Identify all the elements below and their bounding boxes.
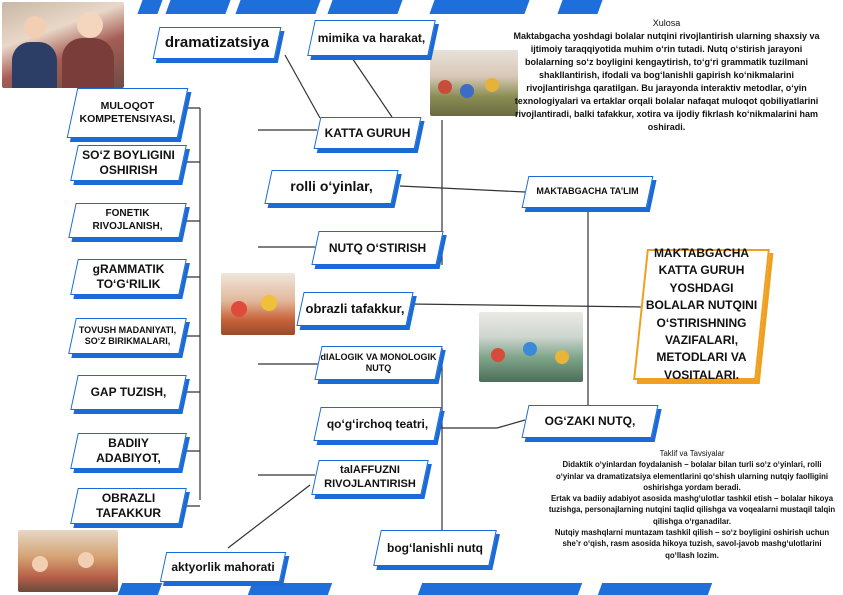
box-katta-guruh: KATTA GURUH <box>314 117 422 149</box>
box-ogzaki-nutq: OG‘ZAKI NUTQ, <box>521 405 658 438</box>
box-mimika-va-harakat: mimika va harakat, <box>307 20 436 56</box>
box-dialogik-va-monologik-nutq: dIALOGIK VA MONOLOGIK NUTQ <box>314 346 442 380</box>
box-talaffuzni-rivojlantirish: talAFFUZNI RIVOJLANTIRISH <box>311 460 428 495</box>
taklif-block <box>548 448 836 561</box>
box-dramatizatsiya: dramatizatsiya <box>153 27 282 59</box>
taklif-paragraph-2: Ertak va badiiy adabiyot asosida mashg‘ulotlar tashkil etish – bolalar hikoya tuzishga, personajlarning nutqini taqlid qilishga va voqealarni mustaqil talqin qilishga o‘rganadilar. <box>548 494 836 526</box>
box-obrazli-tafakkur-caps: OBRAZLI TAFAKKUR <box>70 488 187 524</box>
taklif-paragraph-3: Nutqiy mashqlarni muntazam tashkil qilish – so‘z boyligini oshirish uchun she’r o‘qish, rasm asosida hikoya tuzish, savol-javob mashg‘ulotlarini qo‘llash lozim. <box>554 528 830 560</box>
box-nutq-ostirish: NUTQ O‘STIRISH <box>311 231 443 265</box>
box-grammatik-togrilik: gRAMMATIK TO‘G‘RILIK <box>70 259 187 295</box>
children-photo <box>2 2 124 88</box>
box-obrazli-tafakkur: obrazli tafakkur, <box>296 292 413 326</box>
main-topic-box: MAKTABGACHA KATTA GURUH YOSHDAGI BOLALAR NUTQINI O‘STIRISHNING VAZIFALARI, METODLARI VA VOSITALARI. <box>633 249 770 380</box>
box-maktabgacha-talim: MAKTABGACHA TA’LIM <box>522 176 654 208</box>
group-photo <box>479 312 583 382</box>
box-rolli-oyinlar: rolli o‘yinlar, <box>264 170 398 204</box>
box-tovush-madaniyati: TOVUSH MADANIYATI, SO‘Z BIRIKMALARI, <box>68 318 187 354</box>
kids-play-photo <box>18 530 118 592</box>
box-aktyorlik-mahorati: aktyorlik mahorati <box>160 552 286 582</box>
xulosa-body: Maktabgacha yoshdagi bolalar nutqini rivojlantirish ularning shaxsiy va ijtimoiy taraqqiyotida muhim o‘rin tutadi. Nutq o‘stirish jarayoni bolalarning so‘z boyligini kengaytirish, to‘g‘ri grammatik tuzilmani shakllantirish, ifodali va bog‘lanishli gapirish ko‘nikmalarini rivojlantirishga qaratilgan. Bu jarayonda interaktiv metodlar, o‘yin texnologiyalari va ertaklar orqali bolalar nafaqat muloqot qobiliyatlarini rivojlantiradi, balki tafakkur, xotira va ijodiy fikrlash ko‘nikmalarini ham oshiradi. <box>513 31 820 133</box>
xulosa-block <box>513 17 820 134</box>
taklif-title: Taklif va Tavsiyalar <box>659 449 725 458</box>
box-muloqot-kompetensiyasi: MULOQOT KOMPETENSIYASI, <box>67 88 189 138</box>
box-boglanishli-nutq: bog‘lanishli nutq <box>373 530 497 566</box>
classroom-photo <box>430 50 518 116</box>
box-gap-tuzish: GAP TUZISH, <box>70 375 186 410</box>
taklif-paragraph-1: Didaktik o‘yinlardan foydalanish – bolalar bilan turli so‘z o‘yinlari, rolli o‘yinlar va dramatizatsiya elementlarini qo‘shish ularning nutqiy faolligini oshirishga yordam beradi. <box>555 460 829 492</box>
box-qogirchoq-teatri: qo‘g‘irchoq teatri, <box>313 407 441 441</box>
xulosa-title: Xulosa <box>652 18 681 28</box>
activity-photo <box>221 273 295 335</box>
box-fonetik-rivojlanish: FONETIK RIVOJLANISH, <box>68 203 186 238</box>
box-badiiy-adabiyot: BADIIY ADABIYOT, <box>70 433 187 469</box>
box-soz-boyligini-oshirish: SO‘Z BOYLIGINI OSHIRISH <box>70 145 187 181</box>
